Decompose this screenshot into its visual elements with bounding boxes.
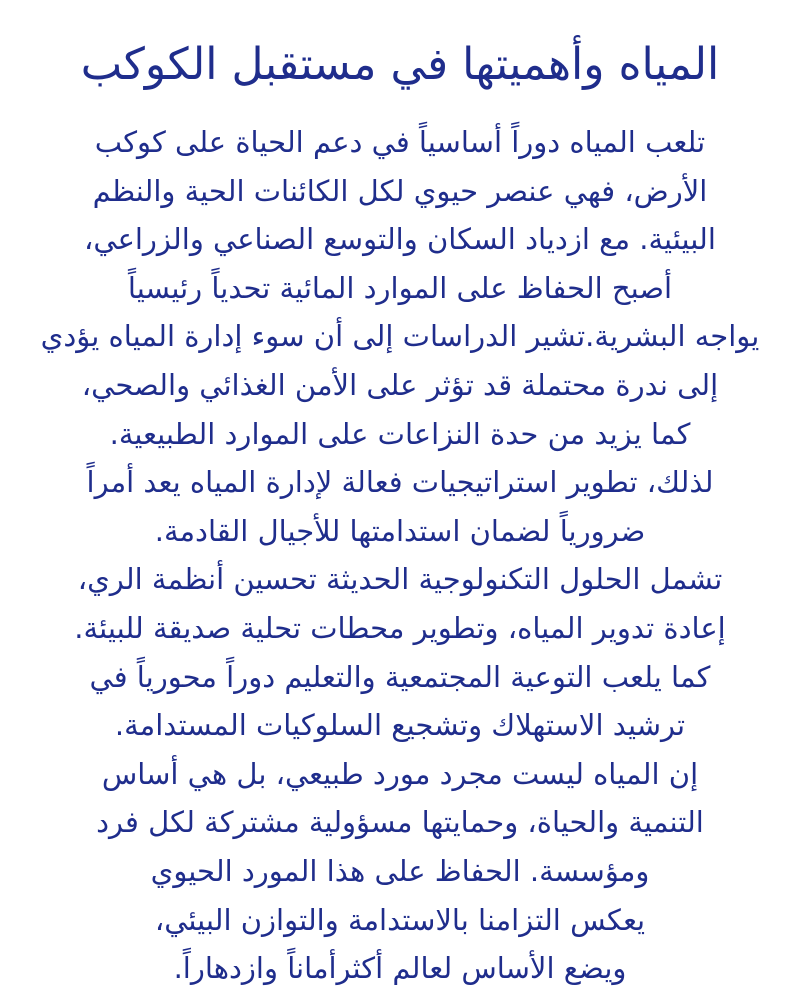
text-line: التنمية والحياة، وحمايتها مسؤولية مشتركة لكل فرد (96, 805, 704, 840)
text-line: كما يلعب التوعية المجتمعية والتعليم دوراً محورياً في (89, 659, 711, 694)
text-line: يواجه البشرية.تشير الدراسات إلى أن سوء إدارة المياه يؤدي (40, 319, 760, 354)
body-text (0, 118, 800, 993)
text-line: ضرورياً لضمان استدامتها للأجيال القادمة. (154, 513, 646, 548)
text-line: الأرض، فهي عنصر حيوي لكل الكائنات الحية والنظم (92, 173, 708, 208)
text-line: إن المياه ليست مجرد مورد طبيعي، بل هي أساس (101, 756, 699, 791)
text-line: البيئية. مع ازدياد السكان والتوسع الصناعي والزراعي، (84, 222, 716, 257)
text-line: ومؤسسة. الحفاظ على هذا المورد الحيوي (150, 853, 650, 888)
text-line: ويضع الأساس لعالم أكثرأماناً وازدهاراً. (173, 951, 627, 986)
text-line: ترشيد الاستهلاك وتشجيع السلوكيات المستدامة. (114, 708, 686, 743)
text-line: إعادة تدوير المياه، وتطوير محطات تحلية صديقة للبيئة. (74, 610, 726, 645)
text-line: كما يزيد من حدة النزاعات على الموارد الطبيعية. (109, 416, 691, 451)
text-line: أصبح الحفاظ على الموارد المائية تحدياً رئيسياً (127, 270, 673, 305)
text-line: يعكس التزامنا بالاستدامة والتوازن البيئي، (154, 902, 646, 937)
text-line: تشمل الحلول التكنولوجية الحديثة تحسين أنظمة الري، (77, 562, 723, 597)
page-title: المياه وأهميتها في مستقبل الكوكب (80, 39, 720, 90)
text-line: تلعب المياه دوراً أساسياً في دعم الحياة على كوكب (94, 125, 706, 159)
text-line: إلى ندرة محتملة قد تؤثر على الأمن الغذائي والصحي، (81, 367, 719, 402)
text-line: لذلك، تطوير استراتيجيات فعالة لإدارة المياه يعد أمراً (86, 465, 714, 500)
